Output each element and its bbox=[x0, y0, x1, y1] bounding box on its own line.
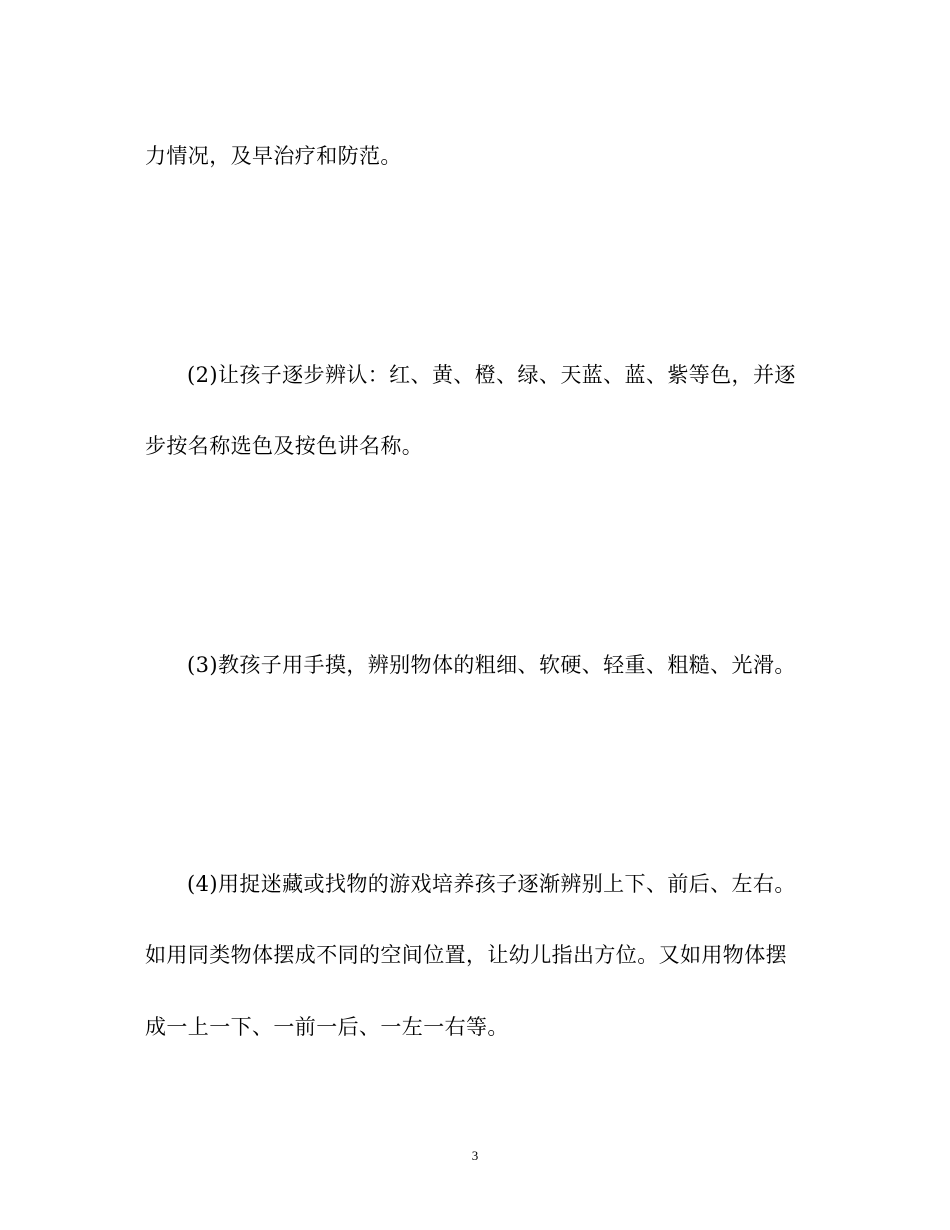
paragraph-1-line-1: 力情况，及早治疗和防范。 bbox=[145, 144, 402, 168]
paragraph-3-line-1: (3)教孩子用手摸，辨别物体的粗细、软硬、轻重、粗糙、光滑。 bbox=[187, 653, 796, 677]
page-number: 3 bbox=[471, 1148, 479, 1163]
paragraph-4-line-2: 如用同类物体摆成不同的空间位置，让幼儿指出方位。又如用物体摆 bbox=[145, 943, 787, 967]
paragraph-4-line-3: 成一上一下、一前一后、一左一右等。 bbox=[145, 1015, 509, 1039]
paragraph-4-line-1: (4)用捉迷藏或找物的游戏培养孩子逐渐辨别上下、前后、左右。 bbox=[187, 872, 796, 896]
paragraph-2-line-2: 步按名称选色及按色讲名称。 bbox=[145, 434, 424, 458]
paragraph-2-line-1: (2)让孩子逐步辨认：红、黄、橙、绿、天蓝、蓝、紫等色，并逐 bbox=[187, 363, 796, 387]
